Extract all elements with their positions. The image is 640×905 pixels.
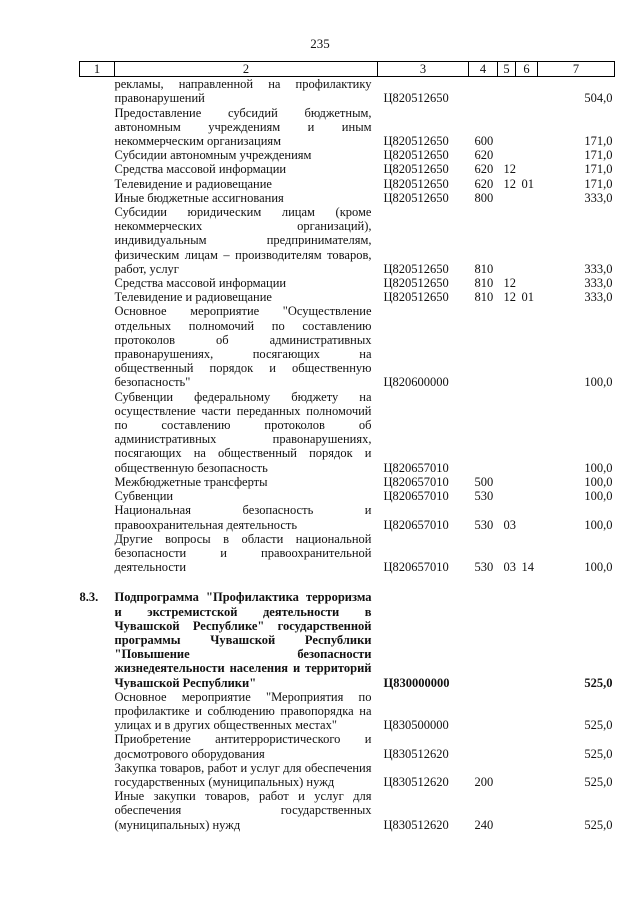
row-pr [516,205,538,276]
row-code: Ц830500000 [383,718,449,733]
row-index [80,148,115,162]
row-name: Основное мероприятие "Мероприятия по профилактике и соблюдению правопорядка на улицах и в других общественных местах" [114,689,372,733]
row-sum: 525,0 [584,718,613,733]
row-name: Телевидение и радиовещание [114,290,272,305]
row-rz [498,205,516,276]
row-sum: 100,0 [584,375,613,390]
row-code: Ц830512620 [383,817,449,832]
row-name: Субсидии автономным учреждениям [114,148,312,163]
row-code: Ц820657010 [383,460,449,475]
row-sum: 171,0 [584,162,613,177]
row-name: рекламы, направленной на профилактику правонарушений [114,77,372,106]
row-vr: 810 [474,290,494,305]
row-pr [516,191,538,205]
row-vr: 810 [474,261,494,276]
table-row [80,276,615,290]
row-vr [469,77,498,106]
row-vr: 240 [474,817,494,832]
row-code: Ц820512650 [383,190,449,205]
row-vr [469,304,498,389]
row-pr [516,732,538,760]
row-name: Предоставление субсидий бюджетным, автономным учреждениям и иным некоммерческим организациям [114,105,372,149]
row-sum: 525,0 [584,817,613,832]
row-vr: 810 [474,276,494,291]
table-row [80,290,615,304]
row-pr [516,162,538,176]
row-index [80,532,115,575]
row-vr: 200 [474,774,494,789]
row-name: Национальная безопасность и правоохранительная деятельность [114,503,372,532]
row-code: Ц830512620 [383,746,449,761]
row-code: Ц820657010 [383,489,449,504]
row-name: Средства массовой информации [114,162,287,177]
row-index [80,177,115,191]
subprogram-sum: 525,0 [584,675,613,690]
header-col-3: 3 [378,62,469,77]
page-number: 235 [310,36,330,51]
table-row [80,532,615,575]
row-name: Основное мероприятие "Осуществление отдельных полномочий по составлению протоколов об административных правонарушениях, посягающих на общественный порядок и общественную безопасность" [114,304,372,390]
header-col-5: 5 [498,62,516,77]
row-pr [516,77,538,106]
row-index [80,290,115,304]
row-sum: 333,0 [584,276,613,291]
row-code: Ц830512620 [383,774,449,789]
row-rz: 12 [503,276,516,291]
row-pr [516,304,538,389]
row-code: Ц820600000 [383,375,449,390]
row-code: Ц820512650 [383,261,449,276]
row-index [80,191,115,205]
table-row [80,690,615,733]
row-sum: 504,0 [584,91,613,106]
table-row [80,148,615,162]
table-row [80,191,615,205]
row-vr: 530 [474,517,494,532]
row-rz [498,304,516,389]
row-index [80,789,115,832]
row-vr: 530 [474,489,494,504]
row-sum: 100,0 [584,489,613,504]
row-index [80,732,115,760]
row-index [80,205,115,276]
row-code: Ц820657010 [383,517,449,532]
row-index [80,276,115,290]
row-sum: 171,0 [584,134,613,149]
row-index [80,475,115,489]
row-index [80,761,115,789]
table-body-section-2 [80,690,615,832]
header-col-6: 6 [516,62,538,77]
row-name: Закупка товаров, работ и услуг для обеспечения государственных (муниципальных) нужд [114,760,372,789]
row-sum: 100,0 [584,560,613,575]
row-vr: 800 [474,190,494,205]
header-col-1: 1 [80,62,115,77]
row-name: Субвенции федеральному бюджету на осуществление части переданных полномочий по составлению протоколов об административных правонарушениях, посягающих на общественный порядок и общественную безопасность [114,389,372,475]
table-row [80,789,615,832]
budget-table [79,61,615,832]
table-row [80,205,615,276]
row-vr: 620 [474,148,494,163]
row-name: Другие вопросы в области национальной безопасности и правоохранительной деятельности [114,531,372,575]
row-vr [469,732,498,760]
table-row [80,761,615,789]
row-pr [516,390,538,475]
row-code: Ц820512650 [383,148,449,163]
row-sum: 171,0 [584,176,613,191]
row-rz: 03 [503,560,516,575]
row-pr [516,106,538,149]
table-row [80,177,615,191]
table-header [80,62,615,77]
table-body-section-1 [80,77,615,575]
row-pr [516,276,538,290]
row-name: Приобретение антитеррористического и досмотрового оборудования [114,732,372,761]
row-sum: 100,0 [584,517,613,532]
row-vr [469,390,498,475]
table-row [80,77,615,106]
row-sum: 333,0 [584,290,613,305]
row-code: Ц820512650 [383,162,449,177]
row-pr [516,789,538,832]
row-rz: 12 [503,176,516,191]
row-rz [498,390,516,475]
row-index [80,304,115,389]
header-col-4: 4 [469,62,498,77]
row-rz [498,690,516,733]
row-pr: 01 [521,290,534,305]
row-rz [498,148,516,162]
row-index [80,162,115,176]
row-rz [498,789,516,832]
row-name: Субсидии юридическим лицам (кроме некоммерческих организаций), индивидуальным предпринимателям, физическим лицам – производителям товаров, работ, услуг [114,205,372,276]
table-row [80,503,615,531]
row-code: Ц820512650 [383,290,449,305]
row-name: Средства массовой информации [114,276,287,291]
table-row [80,475,615,489]
row-vr: 500 [474,474,494,489]
row-sum: 525,0 [584,746,613,761]
row-vr: 620 [474,176,494,191]
header-col-7: 7 [538,62,615,77]
row-vr [469,690,498,733]
header-col-2: 2 [115,62,378,77]
table-row [80,304,615,389]
row-pr [516,690,538,733]
row-rz [498,732,516,760]
subprogram-name: Подпрограмма "Профилактика терроризма и экстремистской деятельности в Чувашской Республике" государственной программы Чувашской Республики "Повышение безопасности жизнедеятельности населения и территорий Чувашской Республики" [114,590,372,690]
row-pr [516,148,538,162]
row-sum: 333,0 [584,190,613,205]
row-index [80,503,115,531]
row-rz [498,489,516,503]
row-code: Ц820657010 [383,560,449,575]
row-index [80,77,115,106]
row-pr [516,489,538,503]
row-code: Ц820512650 [383,134,449,149]
subprogram-code: Ц830000000 [383,675,450,690]
table-row [80,732,615,760]
row-pr: 01 [521,176,534,191]
row-name: Межбюджетные трансферты [114,474,268,489]
table-row [80,106,615,149]
row-name: Телевидение и радиовещание [114,176,272,191]
row-rz [498,77,516,106]
row-rz: 12 [503,290,516,305]
row-code: Ц820657010 [383,474,449,489]
row-rz [498,761,516,789]
table-row [80,162,615,176]
subprogram-section [80,574,615,689]
row-code: Ц820512650 [383,176,449,191]
row-code: Ц820512650 [383,276,449,291]
table-row [80,489,615,503]
row-rz [498,475,516,489]
row-name: Иные бюджетные ассигнования [114,190,284,205]
row-sum: 100,0 [584,474,613,489]
row-vr: 530 [474,560,494,575]
row-rz [498,191,516,205]
row-index [80,106,115,149]
row-index [80,489,115,503]
row-code: Ц820512650 [383,91,449,106]
table-row [80,390,615,475]
row-index [80,390,115,475]
row-pr [516,503,538,531]
row-sum: 100,0 [584,460,613,475]
row-name: Иные закупки товаров, работ и услуг для обеспечения государственных (муниципальных) нужд [114,789,372,832]
row-vr: 600 [474,134,494,149]
row-pr [516,761,538,789]
row-sum: 171,0 [584,148,613,163]
row-rz: 12 [503,162,516,177]
row-rz [498,106,516,149]
row-rz: 03 [503,517,516,532]
row-sum: 333,0 [584,261,613,276]
subprogram-index: 8.3. [79,590,99,605]
row-pr [516,475,538,489]
row-name: Субвенции [114,489,174,504]
row-sum: 525,0 [584,774,613,789]
subprogram-row [80,590,615,689]
row-index [80,690,115,733]
row-pr: 14 [521,560,534,575]
row-vr: 620 [474,162,494,177]
